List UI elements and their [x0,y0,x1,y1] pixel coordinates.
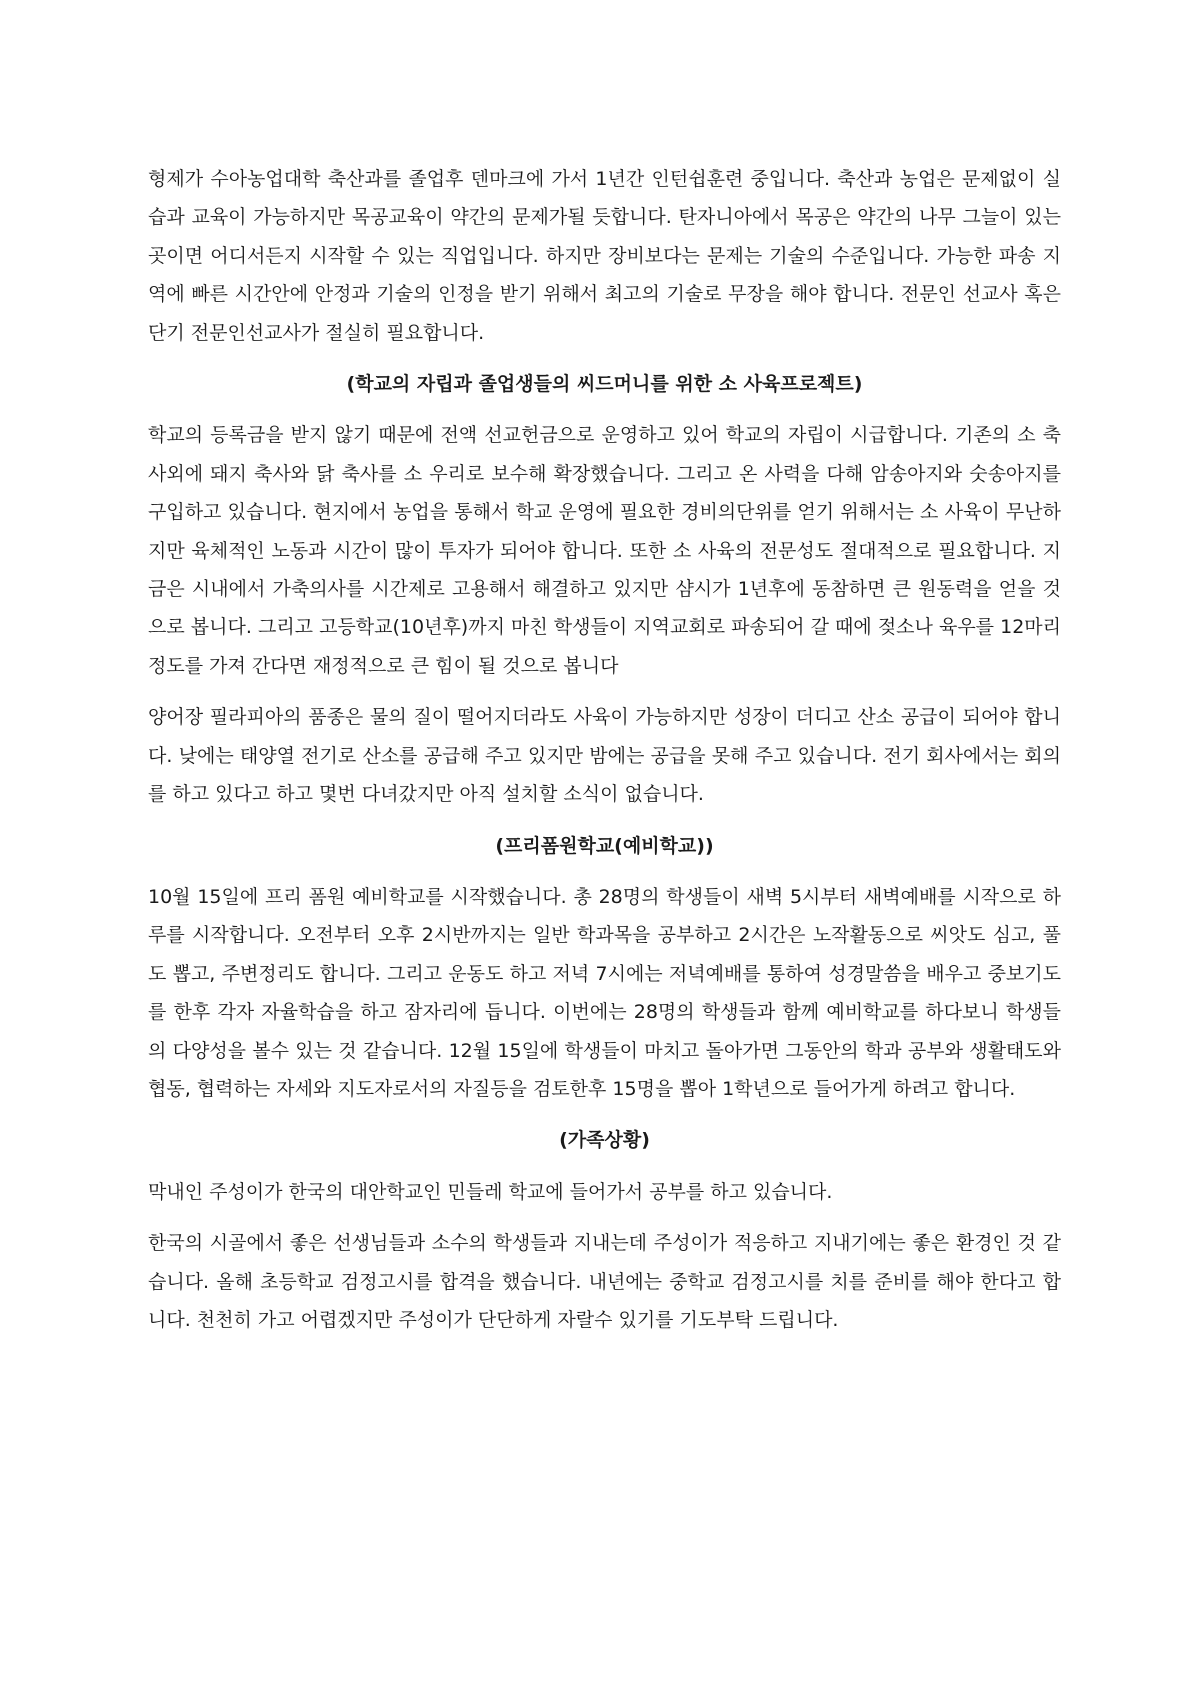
document-page [148,160,1061,1339]
paragraph-fish-farm: 양어장 필라피아의 품종은 물의 질이 떨어지더라도 사육이 가능하지만 성장이 더디고 산소 공급이 되어야 합니다. 낮에는 태양열 전기로 산소를 공급해 주고 있지만 밤에는 공급을 못해 주고 있습니다. 전기 회사에서는 회의를 하고 있다고 하고 몇번 다녀갔지만 아직 설치할 소식이 없습니다. [148,706,1061,806]
heading-family: (가족상황) [559,1129,650,1152]
paragraph-intro: 형제가 수아농업대학 축산과를 졸업후 덴마크에 가서 1년간 인턴쉽훈련 중입니다. 축산과 농업은 문제없이 실습과 교육이 가능하지만 목공교육이 약간의 문제가될 듯합니다. 탄자니아에서 목공은 약간의 나무 그늘이 있는 곳이면 어디서든지 시작할 수 있는 직업입니다. 하지만 장비보다는 문제는 기술의 수준입니다. 가능한 파송 지역에 빠른 시간안에 안정과 기술의 인정을 받기 위해서 최고의 기술로 무장을 해야 합니다. 전문인 선교사 혹은 단기 전문인선교사가 절실히 필요합니다. [148,168,1061,344]
paragraph-family-school: 막내인 주성이가 한국의 대안학교인 민들레 학교에 들어가서 공부를 하고 있습니다. [148,1180,833,1203]
paragraph-family-prayer: 한국의 시골에서 좋은 선생님들과 소수의 학생들과 지내는데 주성이가 적응하고 지내기에는 좋은 환경인 것 같습니다. 올해 초등학교 검정고시를 합격을 했습니다. 내년에는 중학교 검정고시를 치를 준비를 해야 한다고 합니다. 천천히 가고 어렵겠지만 주성이가 단단하게 자랄수 있기를 기도부탁 드립니다. [148,1232,1061,1331]
heading-preschool: (프리폼원학교(예비학교)) [495,834,714,857]
paragraph-cattle-project: 학교의 등록금을 받지 않기 때문에 전액 선교헌금으로 운영하고 있어 학교의 자립이 시급합니다. 기존의 소 축사외에 돼지 축사와 닭 축사를 소 우리로 보수해 확장했습니다. 그리고 온 사력을 다해 암송아지와 숫송아지를 구입하고 있습니다. 현지에서 농업을 통해서 학교 운영에 필요한 경비의단위를 얻기 위해서는 소 사육이 무난하지만 육체적인 노동과 시간이 많이 투자가 되어야 합니다. 또한 소 사육의 전문성도 절대적으로 필요합니다. 지금은 시내에서 가축의사를 시간제로 고용해서 해결하고 있지만 샴시가 1년후에 동참하면 큰 원동력을 얻을 것으로 봅니다. 그리고 고등학교(10년후)까지 마친 학생들이 지역교회로 파송되어 갈 때에 젖소나 육우를 12마리정도를 가져 간다면 재정적으로 큰 힘이 될 것으로 봅니다 [148,424,1061,677]
heading-cattle-project: (학교의 자립과 졸업생들의 씨드머니를 위한 소 사육프로젝트) [346,373,863,396]
paragraph-preschool: 10월 15일에 프리 폼원 예비학교를 시작했습니다. 총 28명의 학생들이 새벽 5시부터 새벽예배를 시작으로 하루를 시작합니다. 오전부터 오후 2시반까지는 일반 학과목을 공부하고 2시간은 노작활동으로 씨앗도 심고, 풀도 뽑고, 주변정리도 합니다. 그리고 운동도 하고 저녁 7시에는 저녁예배를 통하여 성경말씀을 배우고 중보기도를 한후 각자 자율학습을 하고 잠자리에 듭니다. 이번에는 28명의 학생들과 함께 예비학교를 하다보니 학생들의 다양성을 볼수 있는 것 같습니다. 12월 15일에 학생들이 마치고 돌아가면 그동안의 학과 공부와 생활태도와 협동, 협력하는 자세와 지도자로서의 자질등을 검토한후 15명을 뽑아 1학년으로 들어가게 하려고 합니다. [148,885,1061,1100]
